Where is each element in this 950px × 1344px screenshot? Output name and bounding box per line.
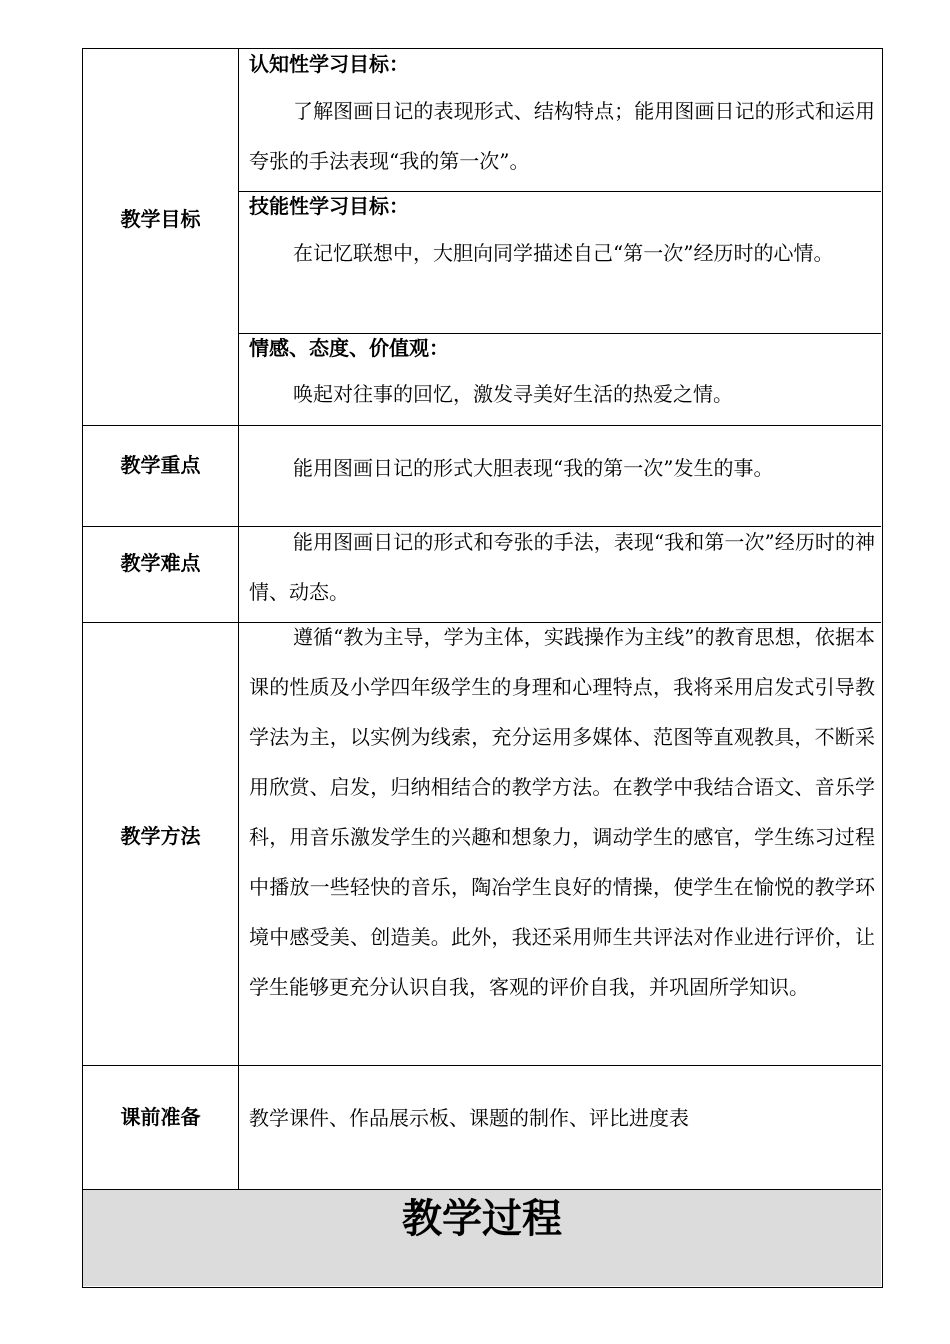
difficulties-text: 能用图画日记的形式和夸张的手法，表现“我和第一次”经历时的神情、动态。 [249,530,875,604]
methods-label: 教学方法 [120,824,201,848]
lesson-plan-table [82,48,883,1288]
difficulties-label: 教学难点 [120,551,201,575]
key-points-text: 能用图画日记的形式大胆表现“我的第一次”发生的事。 [293,456,774,480]
column-divider [238,49,239,1190]
preparation-text: 教学课件、作品展示板、课题的制作、评比进度表 [249,1106,689,1130]
objectives-sub-divider-2 [238,333,881,334]
skill-objective-title: 技能性学习目标： [249,194,409,218]
process-title: 教学过程 [402,1195,562,1242]
key-points-label: 教学重点 [120,453,201,477]
row-divider-1 [83,425,881,426]
affective-objective-text: 唤起对往事的回忆，激发寻美好生活的热爱之情。 [293,382,733,406]
methods-text: 遵循“教为主导，学为主体，实践操作为主线”的教育思想，依据本课的性质及小学四年级学生的身理和心理特点，我将采用启发式引导教学法为主，以实例为线索，充分运用多媒体、范图等直观教具，不断采用欣赏、启发，归纳相结合的教学方法。在教学中我结合语文、音乐学科，用音乐激发学生的兴趣和想象力，调动学生的感官，学生练习过程中播放一些轻快的音乐，陶冶学生良好的情操，使学生在愉悦的教学环境中感受美、创造美。此外，我还采用师生共评法对作业进行评价，让学生能够更充分认识自我，客观的评价自我，并巩固所学知识。 [249,625,875,999]
objectives-label: 教学目标 [120,207,201,231]
preparation-label: 课前准备 [120,1105,201,1129]
row-divider-4 [83,1065,881,1066]
skill-objective-text: 在记忆联想中，大胆向同学描述自己“第一次”经历时的心情。 [293,241,834,265]
objectives-sub-divider-1 [238,191,881,192]
cognitive-objective-title: 认知性学习目标： [249,52,409,76]
cognitive-objective-text: 了解图画日记的表现形式、结构特点；能用图画日记的形式和运用夸张的手法表现“我的第一次”。 [249,99,875,173]
affective-objective-title: 情感、态度、价值观： [249,336,449,360]
